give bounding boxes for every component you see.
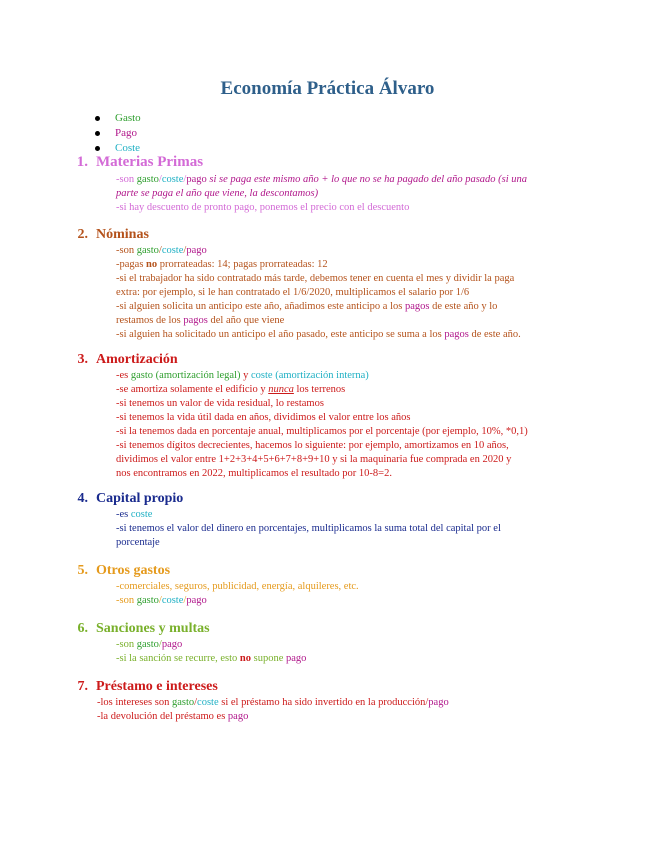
section-body-sanciones [116, 638, 306, 666]
text-run: / [194, 697, 198, 708]
section-heading-prestamo [68, 679, 218, 695]
term-pagos: pagos [183, 315, 208, 326]
text-run: -la devolución del préstamo es [97, 711, 228, 722]
section-number: 1. [76, 154, 88, 170]
text-run: -si alguien solicita un anticipo este año, añadimos este anticipo a los [116, 301, 405, 312]
section-heading-sanciones [68, 621, 210, 637]
section-number: 4. [77, 491, 88, 506]
text-run: / [158, 245, 162, 256]
text-run: -es [116, 509, 131, 520]
term-gasto: gasto [171, 697, 195, 708]
text-run: -son [116, 245, 137, 256]
bullet-list [95, 111, 141, 156]
text-line: -si tenemos un valor de vida residual, lo restamos [116, 398, 324, 409]
term-pago: pago [186, 245, 207, 256]
text-line: parte se paga el año que viene, la descontamos) [116, 188, 319, 199]
text-run: y [240, 370, 252, 381]
bullet-pago: Pago [95, 126, 141, 141]
text-run: -son [116, 174, 137, 185]
bullet-gasto: Gasto [95, 111, 141, 126]
text-run: / [183, 595, 187, 606]
term-pago: pago [227, 711, 249, 722]
section-title: Nóminas [96, 227, 149, 242]
document-title: Economía Práctica Álvaro [220, 78, 435, 99]
text-run: / [158, 595, 162, 606]
section-heading-amortizacion [68, 352, 178, 368]
term-gasto: gasto [136, 639, 159, 650]
bullet-coste: Coste [95, 141, 141, 156]
section-body-materias-primas [116, 173, 527, 215]
section-body-capital-propio [116, 508, 501, 550]
term-pago: pago [186, 174, 207, 185]
text-run: / [158, 174, 162, 185]
section-body-otros-gastos [116, 580, 359, 608]
term-coste: coste [161, 174, 184, 185]
term-gasto: gasto [136, 174, 159, 185]
text-line: -si tenemos el valor del dinero en porcentajes, multiplicamos la suma total del capital por el [116, 523, 501, 534]
section-number: 6. [77, 621, 88, 636]
section-heading-nominas [68, 227, 149, 243]
text-run: -se amortiza solamente el edificio y [116, 384, 269, 395]
section-number: 3. [77, 352, 88, 367]
text-run: supone [251, 653, 287, 664]
section-title: Sanciones y multas [96, 621, 210, 636]
section-title: Otros gastos [96, 563, 171, 578]
term-coste: coste [161, 595, 184, 606]
text-run: si se paga este mismo año + lo que no se ha pagado del año pasado (si una [206, 174, 528, 185]
text-line: nos encontramos en 2022, multiplicamos el resultado por 10-8=2. [116, 468, 392, 479]
text-run: prorrateadas: 14; pagas prorrateadas: 12 [157, 259, 328, 270]
text-run: -los intereses son [97, 697, 172, 708]
text-run: de este año y lo [429, 301, 498, 312]
text-run: -son [116, 595, 137, 606]
text-line: dividimos el valor entre 1+2+3+4+5+6+7+8+9+10 y si la maquinaria fue comprada en 2020 y [116, 454, 512, 465]
section-heading-otros-gastos [68, 563, 170, 579]
text-line: -si la tenemos dada en porcentaje anual, multiplicamos por el porcentaje (por ejemplo, 10%, *0,1) [116, 426, 528, 437]
term-gasto: gasto [136, 245, 159, 256]
text-run: / [183, 245, 187, 256]
term-pago: pago [428, 697, 449, 708]
text-line: -si tenemos la vida útil dada en años, dividimos el valor entre los años [116, 412, 411, 423]
section-body-nominas [116, 244, 521, 342]
text-run: (amortización legal) [153, 370, 241, 381]
section-number: 7. [77, 679, 88, 694]
term-pagos: pagos [444, 329, 469, 340]
emphasis-nunca: nunca [268, 384, 294, 395]
text-line: -si tenemos dígitos decrecientes, hacemos lo siguiente: por ejemplo, amortizamos en 10 años, [116, 440, 509, 451]
term-coste: coste [130, 509, 153, 520]
term-pago: pago [286, 653, 307, 664]
term-coste: coste [197, 697, 219, 708]
text-line: -si el trabajador ha sido contratado más tarde, debemos tener en cuenta el mes y dividir la paga [116, 273, 515, 284]
section-title: Préstamo e intereses [96, 679, 218, 694]
text-run: -si alguien ha solicitado un anticipo el año pasado, este anticipo se suma a los [116, 329, 445, 340]
section-heading-materias-primas [68, 154, 203, 171]
text-line: extra: por ejemplo, si le han contratado el 1/6/2020, multiplicamos el salario por 1/6 [116, 287, 470, 298]
text-line: -comerciales, seguros, publicidad, energía, alquileres, etc. [116, 581, 359, 592]
section-heading-capital-propio [68, 491, 183, 507]
text-run: -pagas [116, 259, 147, 270]
term-coste: coste [161, 245, 184, 256]
term-coste: coste [251, 370, 273, 381]
emphasis-no: no [239, 653, 252, 664]
text-line: porcentaje [116, 537, 160, 548]
text-run: los terrenos [293, 384, 346, 395]
term-pagos: pagos [404, 301, 430, 312]
emphasis-no: no [146, 259, 158, 270]
section-title: Amortización [96, 352, 178, 367]
text-line: -si hay descuento de pronto pago, ponemos el precio con el descuento [116, 202, 410, 213]
section-title: Materias Primas [96, 154, 204, 170]
section-body-amortizacion [116, 369, 528, 481]
text-run: -es [116, 370, 131, 381]
text-run: / [158, 639, 162, 650]
section-number: 2. [77, 227, 88, 242]
text-run: si el préstamo ha sido invertido en la producción/ [218, 697, 429, 708]
term-gasto: gasto [130, 370, 154, 381]
term-pago: pago [161, 639, 183, 650]
text-run: (amortización interna) [272, 370, 369, 381]
section-number: 5. [77, 563, 88, 578]
section-body-prestamo [97, 696, 449, 724]
text-run: / [183, 174, 187, 185]
term-pago: pago [186, 595, 207, 606]
text-run: restamos de los [116, 315, 184, 326]
text-run: -son [116, 639, 137, 650]
text-run: -si la sanción se recurre, esto [116, 653, 240, 664]
term-gasto: gasto [136, 595, 159, 606]
text-run: de este año. [468, 329, 521, 340]
text-run: del año que viene [207, 315, 285, 326]
section-title: Capital propio [96, 491, 184, 506]
